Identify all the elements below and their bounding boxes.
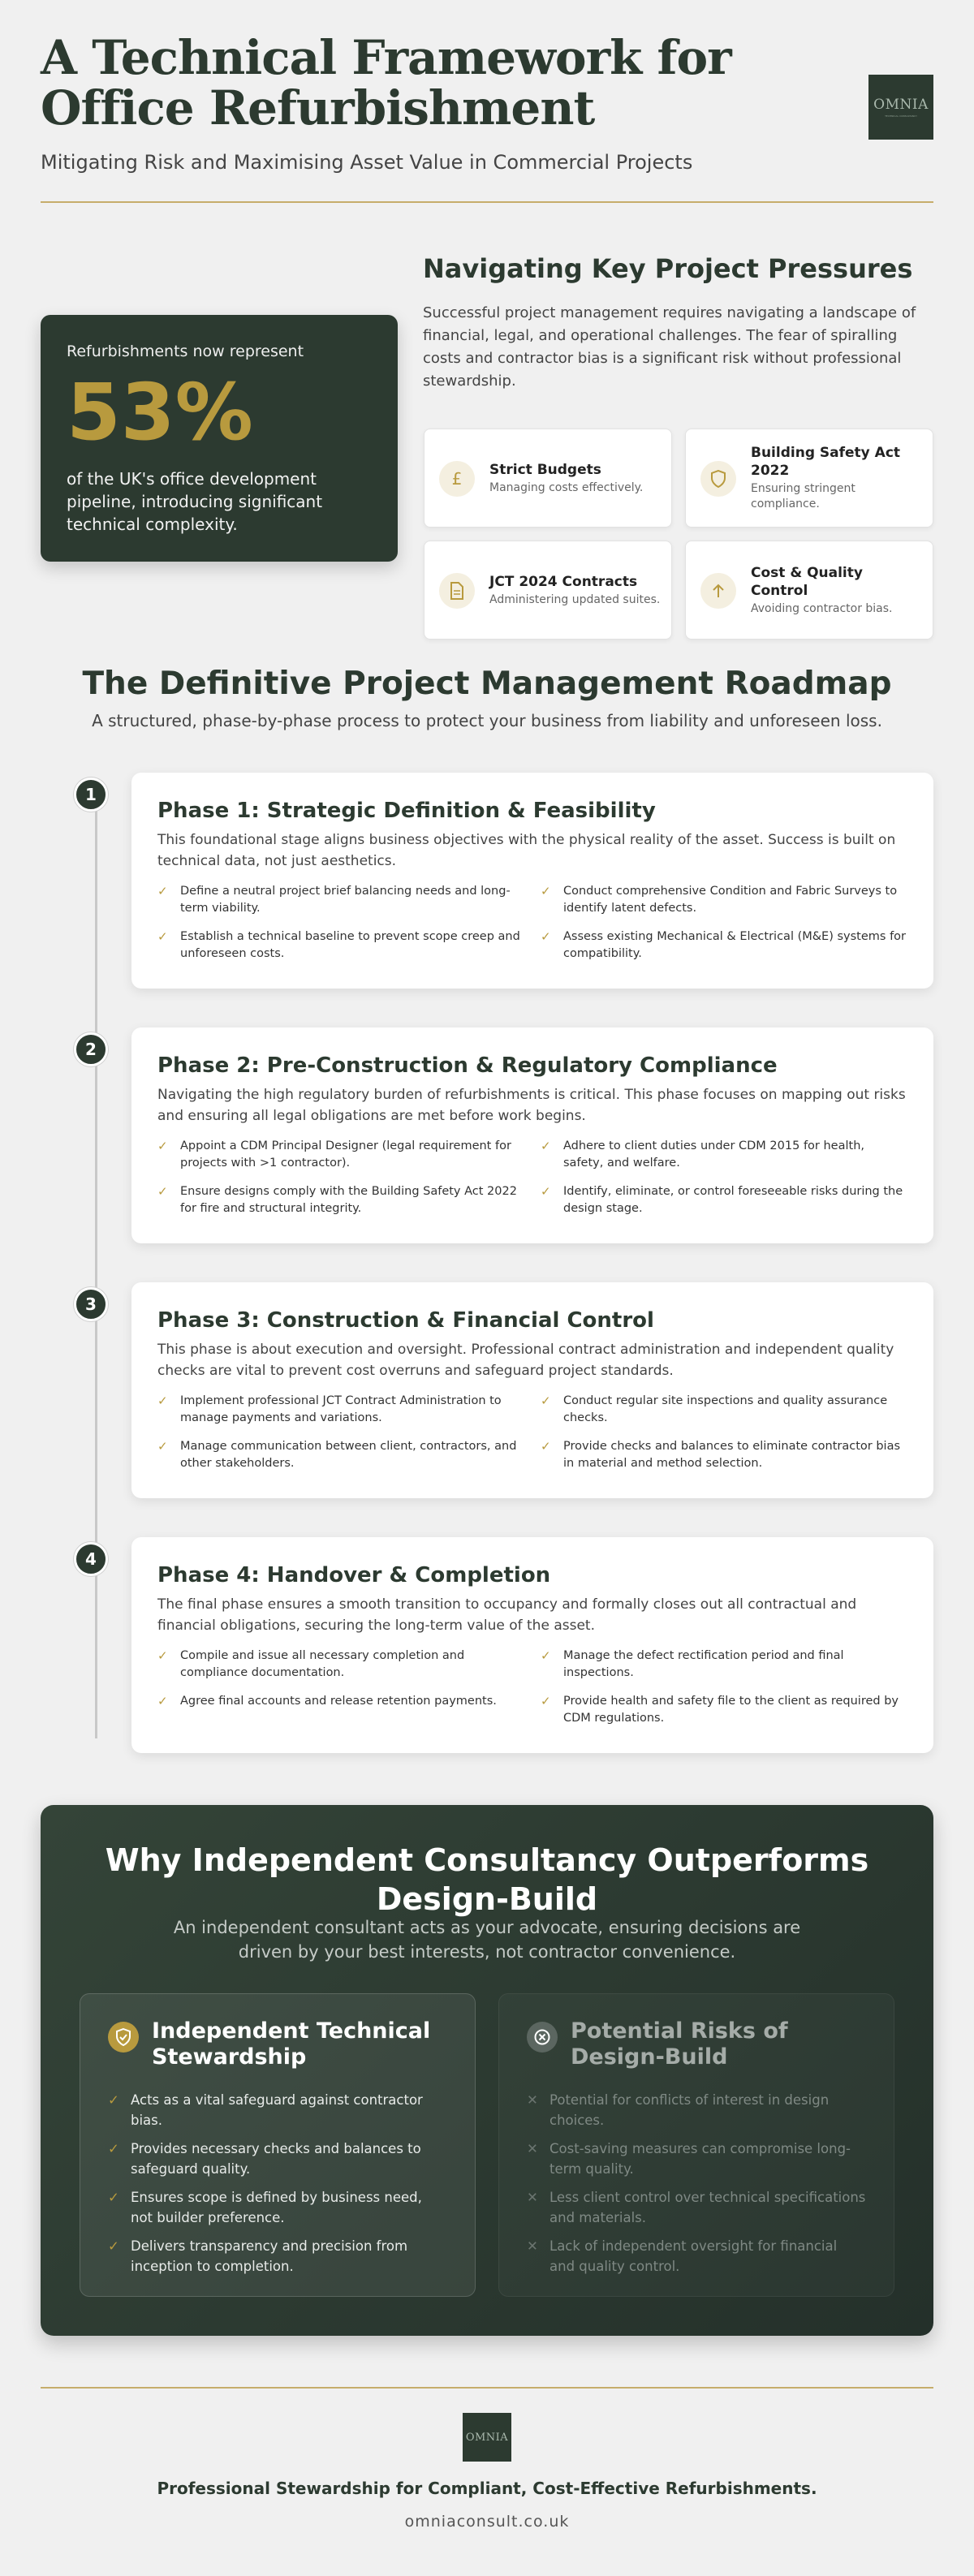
- benefit-item: ✓ Acts as a vital safeguard against contractor bias.: [108, 2090, 447, 2130]
- pound-icon: £: [439, 461, 475, 497]
- benefit-item: ✓ Provides necessary checks and balances to safeguard quality.: [108, 2139, 447, 2179]
- pressure-tile: [685, 429, 933, 528]
- check-icon: ✓: [157, 1184, 168, 1199]
- check-icon: ✓: [541, 1184, 551, 1199]
- check-icon: ✓: [108, 2141, 119, 2156]
- consultancy-subtitle: An independent consultant acts as your advocate, ensuring decisions are driven by your best interests, not contractor convenience.: [173, 1918, 801, 1962]
- risk-item: ✕ Potential for conflicts of interest in design choices.: [527, 2090, 866, 2130]
- document-icon: [439, 573, 475, 609]
- cross-icon: ✕: [527, 2190, 538, 2205]
- header: [41, 32, 933, 203]
- phase-description: This phase is about execution and oversight. Professional contract administration and independent quality checks are vital to prevent cost overruns and safeguard project standards.: [157, 1342, 894, 1379]
- pressure-title: JCT 2024 Contracts: [489, 573, 638, 590]
- pressure-tile: [424, 429, 672, 528]
- risks-title: Potential Risks of Design-Build: [571, 2018, 788, 2070]
- check-icon: ✓: [541, 884, 551, 898]
- phase-card: [131, 1537, 933, 1753]
- checklist-item: ✓ Compile and issue all necessary completion and compliance documentation.: [157, 1648, 524, 1682]
- checklist-item: ✓ Conduct regular site inspections and quality assurance checks.: [541, 1393, 907, 1427]
- shield-check-icon: [108, 2022, 139, 2053]
- pressure-desc: Avoiding contractor bias.: [751, 601, 893, 615]
- checklist-item: ✓ Ensure designs comply with the Building Safety Act 2022 for fire and structural integrity.: [157, 1183, 524, 1217]
- logo-wordmark: OMNIA: [873, 97, 929, 113]
- pressures-title: Navigating Key Project Pressures: [423, 253, 913, 284]
- phase-title: Phase 1: Strategic Definition & Feasibility: [157, 799, 656, 823]
- stewardship-panel: [80, 1993, 476, 2297]
- page-title: A Technical Framework for Office Refurbishment: [41, 30, 731, 136]
- cross-icon: ✕: [527, 2141, 538, 2156]
- phase-description: This foundational stage aligns business objectives with the physical reality of the asset. Success is built on technical data, not just aesthetics.: [157, 832, 896, 869]
- phase-card: [131, 773, 933, 989]
- checklist-item: ✓ Adhere to client duties under CDM 2015 for health, safety, and welfare.: [541, 1138, 907, 1172]
- checklist-item: ✓ Manage the defect rectification period and final inspections.: [541, 1648, 907, 1682]
- footer-logo-wordmark: OMNIA: [465, 2431, 509, 2444]
- stat-description: of the UK's office development pipeline, introducing significant technical complexity.: [67, 469, 323, 534]
- check-icon: ✓: [108, 2092, 119, 2108]
- check-icon: ✓: [157, 1694, 168, 1708]
- phase-description: The final phase ensures a smooth transition to occupancy and formally closes out all contractual and financial obligations, securing the long-term value of the asset.: [157, 1596, 857, 1634]
- checklist-item: ✓ Manage communication between client, contractors, and other stakeholders.: [157, 1438, 524, 1472]
- checklist-item: ✓ Appoint a CDM Principal Designer (legal requirement for projects with >1 contractor).: [157, 1138, 524, 1172]
- stat-card: [41, 315, 398, 562]
- check-icon: ✓: [541, 929, 551, 944]
- risk-item: ✕ Less client control over technical specifications and materials.: [527, 2187, 866, 2228]
- phase-title: Phase 4: Handover & Completion: [157, 1563, 551, 1587]
- checklist-item: ✓ Identify, eliminate, or control foreseeable risks during the design stage.: [541, 1183, 907, 1217]
- check-icon: ✓: [157, 1139, 168, 1153]
- checklist-item: ✓ Conduct comprehensive Condition and Fabric Surveys to identify latent defects.: [541, 883, 907, 917]
- check-icon: ✓: [108, 2190, 119, 2205]
- pressure-title: Cost & Quality Control: [751, 564, 863, 599]
- pressure-tile: [424, 541, 672, 640]
- pressure-desc: Administering updated suites.: [489, 592, 661, 606]
- phase-number-badge: 1: [74, 778, 108, 812]
- pressures-text: Successful project management requires navigating a landscape of financial, legal, and operational challenges. The fear of spiralling costs and contractor bias is a significant risk without professional stewardship.: [423, 304, 916, 390]
- phase-number-badge: 4: [74, 1542, 108, 1576]
- checklist-item: ✓ Agree final accounts and release retention payments.: [157, 1693, 524, 1727]
- check-icon: ✓: [541, 1439, 551, 1454]
- cross-icon: ✕: [527, 2092, 538, 2108]
- logo-tagline: TECHNICAL CONSULTANCY: [885, 114, 917, 118]
- stewardship-title: Independent Technical Stewardship: [152, 2018, 431, 2070]
- check-icon: ✓: [541, 1648, 551, 1663]
- benefit-item: ✓ Ensures scope is defined by business need, not builder preference.: [108, 2187, 447, 2228]
- checklist-item: ✓ Assess existing Mechanical & Electrical (M&E) systems for compatibility.: [541, 928, 907, 963]
- pressure-desc: Managing costs effectively.: [489, 480, 644, 494]
- pressure-title: Strict Budgets: [489, 461, 601, 478]
- check-icon: ✓: [541, 1694, 551, 1708]
- checklist-item: ✓ Establish a technical baseline to prevent scope creep and unforeseen costs.: [157, 928, 524, 963]
- phase-description: Navigating the high regulatory burden of refurbishments is critical. This phase focuses on mapping out risks and ensuring all legal obligations are met before work begins.: [157, 1087, 906, 1124]
- check-icon: ✓: [108, 2238, 119, 2254]
- benefit-item: ✓ Delivers transparency and precision from inception to completion.: [108, 2236, 447, 2277]
- checklist-item: ✓ Provide checks and balances to eliminate contractor bias in material and method selection.: [541, 1438, 907, 1472]
- footer-logo[interactable]: [463, 2413, 511, 2462]
- risk-item: ✕ Lack of independent oversight for financial and quality control.: [527, 2236, 866, 2277]
- roadmap-title: The Definitive Project Management Roadmap: [82, 666, 892, 702]
- omnia-logo[interactable]: [868, 75, 933, 140]
- phase-card: [131, 1027, 933, 1243]
- phase-card: [131, 1282, 933, 1498]
- check-icon: ✓: [157, 1439, 168, 1454]
- stat-intro: Refurbishments now represent: [67, 342, 304, 360]
- phase-title: Phase 2: Pre-Construction & Regulatory Compliance: [157, 1053, 778, 1078]
- footer-url-link[interactable]: omniaconsult.co.uk: [404, 2513, 570, 2531]
- arrow-up-icon: [700, 573, 736, 609]
- roadmap-subtitle: A structured, phase-by-phase process to protect your business from liability and unforeseen loss.: [92, 711, 882, 730]
- design-build-risks-panel: [498, 1993, 894, 2297]
- cross-icon: ✕: [527, 2238, 538, 2254]
- timeline-line: [95, 795, 97, 1738]
- check-icon: ✓: [541, 1394, 551, 1408]
- shield-icon: [700, 461, 736, 497]
- footer-tagline: Professional Stewardship for Compliant, Cost-Effective Refurbishments.: [157, 2479, 817, 2498]
- check-icon: ✓: [157, 929, 168, 944]
- phase-title: Phase 3: Construction & Financial Control: [157, 1308, 654, 1333]
- check-icon: ✓: [157, 884, 168, 898]
- pressure-title: Building Safety Act 2022: [751, 445, 901, 479]
- check-icon: ✓: [157, 1394, 168, 1408]
- consultancy-section: [41, 1805, 933, 2336]
- pressure-desc: Ensuring stringent compliance.: [751, 482, 855, 510]
- checklist-item: ✓ Provide health and safety file to the client as required by CDM regulations.: [541, 1693, 907, 1727]
- checklist-item: ✓ Implement professional JCT Contract Administration to manage payments and variations.: [157, 1393, 524, 1427]
- risk-item: ✕ Cost-saving measures can compromise long-term quality.: [527, 2139, 866, 2179]
- phase-number-badge: 2: [74, 1032, 108, 1066]
- consultancy-title: Why Independent Consultancy Outperforms Design-Build: [105, 1842, 869, 1917]
- check-icon: ✓: [157, 1648, 168, 1663]
- check-icon: ✓: [541, 1139, 551, 1153]
- stat-value: 53%: [67, 367, 253, 458]
- pressure-tile: [685, 541, 933, 640]
- phase-number-badge: 3: [74, 1287, 108, 1321]
- checklist-item: ✓ Define a neutral project brief balancing needs and long-term viability.: [157, 883, 524, 917]
- page-subtitle: Mitigating Risk and Maximising Asset Value in Commercial Projects: [41, 151, 693, 174]
- footer-divider: [41, 2387, 933, 2389]
- close-circle-icon: [527, 2022, 558, 2053]
